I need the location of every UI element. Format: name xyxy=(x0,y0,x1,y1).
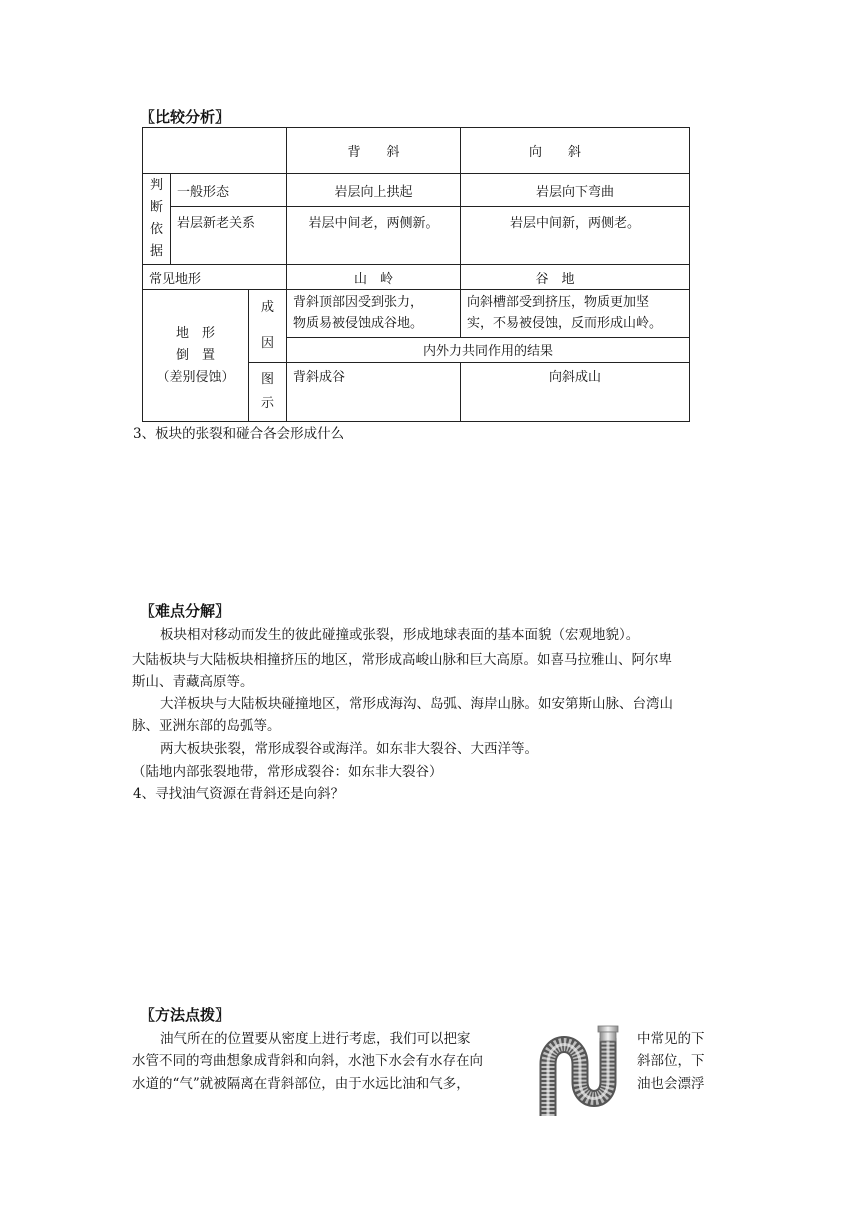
method-line: 水道的“气”就被隔离在背斜部位，由于水远比油和气多， xyxy=(132,1076,470,1092)
basis-char: 依 xyxy=(149,222,163,237)
cell-syncline-landform: 谷 地 xyxy=(461,265,690,290)
difficulty-line: 脉、亚洲东部的岛弧等。 xyxy=(132,718,281,734)
cell-syncline-shape: 岩层向下弯曲 xyxy=(461,174,690,207)
diagram-char: 示 xyxy=(261,396,275,411)
diagram-label-cell xyxy=(249,363,287,422)
basis-char: 判 xyxy=(149,178,163,193)
cell-anticline-shape: 岩层向上拱起 xyxy=(287,174,461,207)
section-heading-method: 〖方法点拨〗 xyxy=(140,1006,231,1024)
diagram-char: 图 xyxy=(261,372,275,387)
cause-syncline-line: 向斜槽部受到挤压，物质更加坚 xyxy=(467,295,650,311)
section-heading-difficulty: 〖难点分解〗 xyxy=(140,602,231,620)
header-anticline: 背 斜 xyxy=(287,128,461,174)
cause-char: 因 xyxy=(261,336,275,351)
inversion-line: 倒 置 xyxy=(175,347,215,363)
difficulty-line: 大陆板块与大陆板块相撞挤压的地区，常形成高峻山脉和巨大高原。如喜马拉雅山、阿尔卑 xyxy=(132,652,672,668)
cell-anticline-age: 岩层中间老，两侧新。 xyxy=(287,207,461,265)
method-right-line: 中常见的下 xyxy=(637,1031,705,1047)
drain-pipe-image xyxy=(536,1024,632,1116)
inversion-label-cell xyxy=(143,290,249,422)
cause-syncline-line: 实，不易被侵蚀，反而形成山岭。 xyxy=(467,316,663,332)
inversion-line: （差别侵蚀） xyxy=(156,369,235,385)
difficulty-line: 大洋板块与大陆板块碰撞地区，常形成海沟、岛弧、海岸山脉。如安第斯山脉、台湾山 xyxy=(160,696,673,712)
cause-label-cell xyxy=(249,290,287,363)
basis-char: 断 xyxy=(149,200,163,215)
cell-anticline-cause xyxy=(287,290,461,338)
cause-char: 成 xyxy=(261,300,275,315)
header-syncline: 向 斜 xyxy=(461,128,690,174)
cause-anticline-line: 背斜顶部因受到张力， xyxy=(293,295,424,311)
cell-syncline-diagram: 向斜成山 xyxy=(461,363,690,422)
method-right-line: 油也会漂浮 xyxy=(637,1076,705,1092)
difficulty-line: 两大板块张裂，常形成裂谷或海洋。如东非大裂谷、大西洋等。 xyxy=(160,741,538,757)
cell-syncline-age: 岩层中间新，两侧老。 xyxy=(461,207,690,265)
header-blank-cell xyxy=(143,128,287,174)
row-label-landform: 常见地形 xyxy=(143,265,287,290)
cell-syncline-cause xyxy=(461,290,690,338)
question-4: 4、寻找油气资源在背斜还是向斜？ xyxy=(133,786,345,802)
difficulty-line: （陆地内部张裂地带，常形成裂谷：如东非大裂谷） xyxy=(132,764,443,780)
question-3: 3、板块的张裂和碰合各会形成什么 xyxy=(133,426,345,442)
inversion-line: 地 形 xyxy=(175,325,215,341)
method-right-line: 斜部位，下 xyxy=(637,1053,705,1069)
comparison-table xyxy=(142,127,690,422)
row-label-age: 岩层新老关系 xyxy=(171,207,287,265)
section-heading-comparison: 〖比较分析〗 xyxy=(140,108,231,126)
cell-cause-common: 内外力共同作用的结果 xyxy=(287,337,690,362)
basis-char: 据 xyxy=(149,244,163,259)
difficulty-line: 板块相对移动而发生的彼此碰撞或张裂，形成地球表面的基本面貌（宏观地貌）。 xyxy=(160,627,640,643)
method-line: 油气所在的位置要从密度上进行考虑，我们可以把家 xyxy=(160,1031,471,1047)
method-line: 水管不同的弯曲想象成背斜和向斜，水池下水会有水存在向 xyxy=(132,1053,483,1069)
difficulty-line: 斯山、青藏高原等。 xyxy=(132,674,254,690)
cell-anticline-diagram: 背斜成谷 xyxy=(287,363,461,422)
cause-anticline-line: 物质易被侵蚀成谷地。 xyxy=(293,316,424,332)
row-label-shape: 一般形态 xyxy=(171,174,287,207)
cell-anticline-landform: 山 岭 xyxy=(287,265,461,290)
basis-label-cell xyxy=(143,174,171,265)
